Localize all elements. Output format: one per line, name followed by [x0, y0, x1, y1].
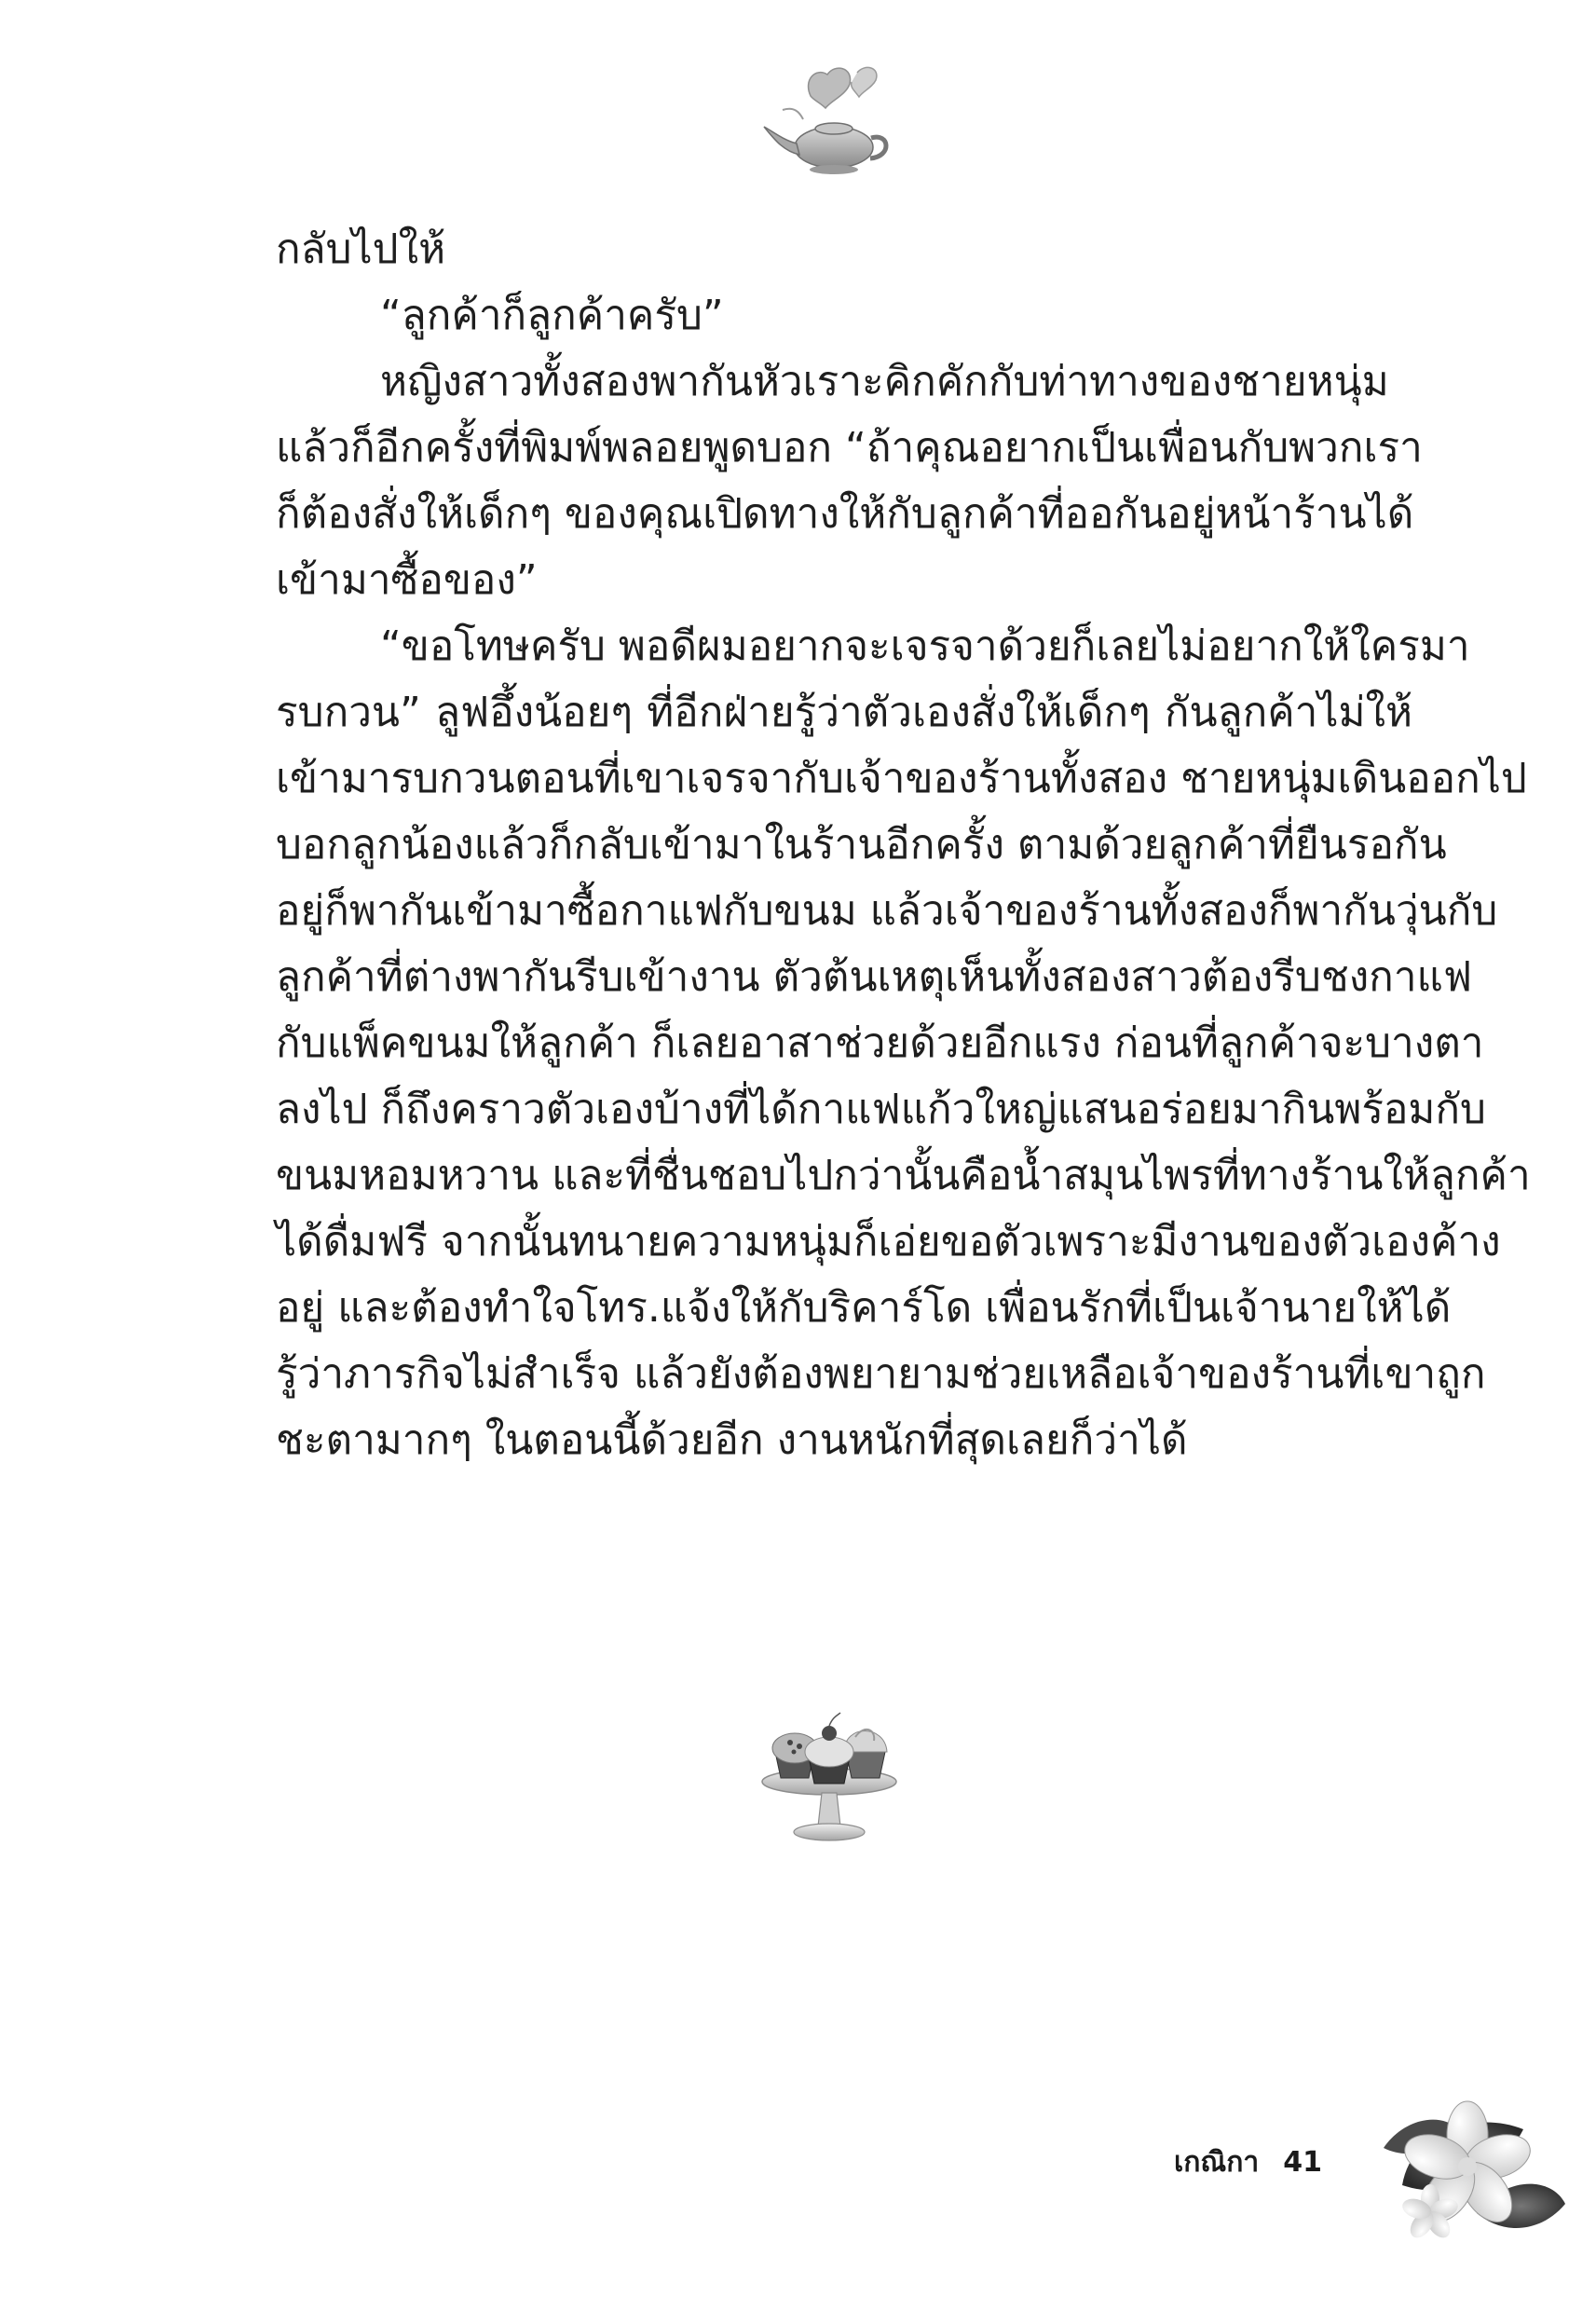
text-line: เข้ามารบกวนตอนที่เขาเจรจากับเจ้าของร้านทั้งสอง ชายหนุ่มเดินออกไป [276, 755, 1527, 802]
text-line: ก็ต้องสั่งให้เด็กๆ ของคุณเปิดทางให้กับลูกค้าที่ออกันอยู่หน้าร้านได้ [276, 490, 1414, 538]
text-line: กับแพ็คขนมให้ลูกค้า ก็เลยอาสาช่วยด้วยอีกแรง ก่อนที่ลูกค้าจะบางตา [276, 1019, 1484, 1067]
book-title: เกณิกา [1174, 2145, 1260, 2179]
text-line: แล้วก็อีกครั้งที่พิมพ์พลอยพูดบอก “ถ้าคุณอยากเป็นเพื่อนกับพวกเรา [276, 424, 1423, 472]
text-line: ได้ดื่มฟรี จากนั้นทนายความหนุ่มก็เอ่ยขอตัวเพราะมีงานของตัวเองค้าง [276, 1218, 1501, 1265]
text-line: หญิงสาวทั้งสองพากันหัวเราะคิกคักกับท่าทางของชายหนุ่ม [380, 358, 1389, 405]
text-line: ลูกค้าที่ต่างพากันรีบเข้างาน ตัวต้นเหตุเห็นทั้งสองสาวต้องรีบชงกาแฟ [276, 953, 1473, 1001]
text-line: อยู่ก็พากันเข้ามาซื้อกาแฟกับขนม แล้วเจ้าของร้านทั้งสองก็พากันวุ่นกับ [276, 887, 1498, 935]
page-number: 41 [1283, 2145, 1323, 2179]
text-line: “ลูกค้าก็ลูกค้าครับ” [380, 292, 724, 339]
paragraph [276, 613, 1531, 1473]
frangipani-flower-icon [1365, 2073, 1570, 2260]
paragraph [276, 282, 1412, 349]
text-line: รู้ว่าภารกิจไม่สำเร็จ แล้วยังต้องพยายามช่วยเหลือเจ้าของร้านที่เขาถูก [276, 1350, 1486, 1398]
text-line: “ขอโทษครับ พอดีผมอยากจะเจรจาด้วยก็เลยไม่อยากให้ใครมา [380, 622, 1470, 670]
story-text [276, 216, 1531, 1473]
page-footer [1174, 2134, 1322, 2190]
teapot-cupid-icon [745, 54, 913, 185]
paragraph [276, 216, 1412, 282]
text-line: อยู่ และต้องทำใจโทร.แจ้งให้กับริคาร์โด เพื่อนรักที่เป็นเจ้านายให้ได้ [276, 1284, 1452, 1332]
text-line: เข้ามาซื้อของ” [276, 556, 538, 604]
paragraph [276, 349, 1423, 613]
text-line: กลับไปให้ [276, 226, 446, 273]
text-line: ขนมหอมหวาน และที่ชื่นชอบไปกว่านั้นคือน้ำสมุนไพรที่ทางร้านให้ลูกค้า [276, 1152, 1531, 1199]
cupcakes-icon [736, 1696, 922, 1854]
text-line: รบกวน” ลูฟอึ้งน้อยๆ ที่อีกฝ่ายรู้ว่าตัวเองสั่งให้เด็กๆ กันลูกค้าไม่ให้ [276, 689, 1412, 736]
text-line: บอกลูกน้องแล้วก็กลับเข้ามาในร้านอีกครั้ง ตามด้วยลูกค้าที่ยืนรอกัน [276, 821, 1447, 868]
text-line: ลงไป ก็ถึงคราวตัวเองบ้างที่ได้กาแฟแก้วใหญ่แสนอร่อยมากินพร้อมกับ [276, 1086, 1486, 1133]
text-line: ชะตามากๆ ในตอนนี้ด้วยอีก งานหนักที่สุดเลยก็ว่าได้ [276, 1416, 1188, 1464]
